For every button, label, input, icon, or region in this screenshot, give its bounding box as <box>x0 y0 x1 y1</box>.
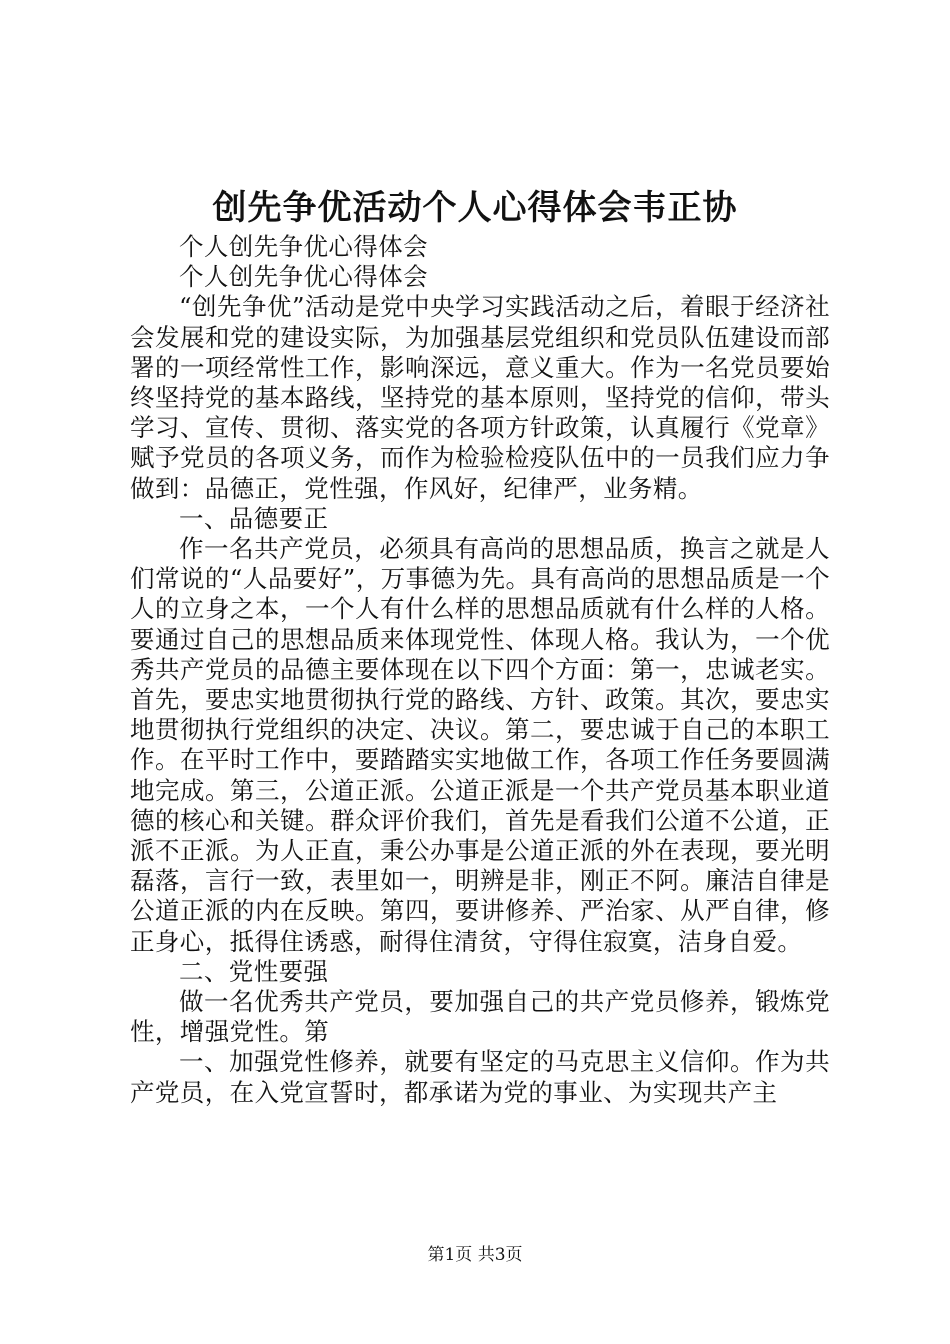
paragraph-subtitle-1: 个人创先争优心得体会 <box>179 232 428 261</box>
section-heading-2: 二、党性要强 <box>179 956 329 986</box>
paragraph-subtitle-2: 个人创先争优心得体会 <box>179 262 428 292</box>
paragraph-intro: “创先争优”活动是党中央学习实践活动之后，着眼于经济社会发展和党的建设实际，为加强基层党组织和党员队伍建设而部署的一项经常性工作，影响深远，意义重大。作为一名党员要始终坚持党的基本路线，坚持党的基本原则，坚持党的信仰，带头学习、宣传、贯彻、落实党的各项方针政策，认真履行《党章》赋予党员的各项义务，而作为检验检疫队伍中的一员我们应力争做到：品德正，党性强，作风好，纪律严，业务精。 <box>130 292 830 503</box>
page-number-footer: 第1页 共3页 <box>427 1245 523 1265</box>
section-heading-1: 一、品德要正 <box>179 503 329 533</box>
paragraph-section-2-point-1: 一、加强党性修养，就要有坚定的马克思主义信仰。作为共产党员，在入党宣誓时，都承诺为党的事业、为实现共产主 <box>130 1047 830 1107</box>
document-title: 创先争优活动个人心得体会韦正协 <box>212 188 738 228</box>
paragraph-section-1: 作一名共产党员，必须具有高尚的思想品质，换言之就是人们常说的“人品要好”，万事德为先。具有高尚的思想品质是一个人的立身之本，一个人有什么样的思想品质就有什么样的人格。要通过自己的思想品质来体现党性、体现人格。我认为，一个优秀共产党员的品德主要体现在以下四个方面：第一，忠诚老实。首先，要忠实地贯彻执行党的路线、方针、政策。其次，要忠实地贯彻执行党组织的决定、决议。第二，要忠诚于自己的本职工作。在平时工作中，要踏踏实实地做工作，各项工作任务要圆满地完成。第三，公道正派。公道正派是一个共产党员基本职业道德的核心和关键。群众评价我们，首先是看我们公道不公道，正派不正派。为人正直，秉公办事是公道正派的外在表现，要光明磊落，言行一致，表里如一，明辨是非，刚正不阿。廉洁自律是公道正派的内在反映。第四，要讲修养、严治家、从严自律，修正身心，抵得住诱惑，耐得住清贫，守得住寂寞，洁身自爱。 <box>130 534 830 956</box>
paragraph-section-2: 做一名优秀共产党员，要加强自己的共产党员修养，锻炼党性，增强党性。第 <box>130 987 830 1047</box>
document-body <box>130 232 830 1108</box>
